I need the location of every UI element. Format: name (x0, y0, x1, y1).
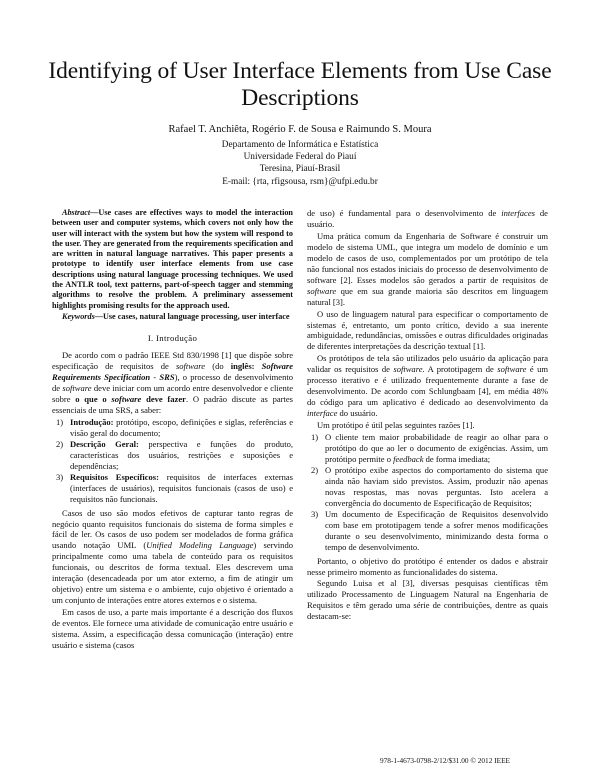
university: Universidade Federal do Piauí (243, 152, 357, 163)
affiliation (60, 139, 540, 188)
abstract-label: Abstract (62, 208, 91, 217)
right-paragraph-5: Um protótipo é útil pelas seguintes razões [1]. (317, 420, 475, 431)
abstract-text: —Use cases are effectives ways to model the interaction between user and computer systems, which covers not only how the user will interact with the system but how the system will respond to the user. They are generated from the requirements specification and are written in natural language narratives. This paper presents a prototype to identify user interface elements from use case descriptions using natural language processing techniques. We used the ANTLR tool, text patterns, part-of-speech tagger and stemming algorithms to resolve the problem. A preliminary assessement highlights promising results for the approach used. (52, 208, 293, 310)
prototype-reasons-list (307, 432, 548, 552)
keywords (52, 312, 293, 322)
list-item: 3) Um documento de Especificação de Requisitos desenvolvido com base em prototipagem tende a sofrer menos modificações durante o seu desenvolvimento, minimizando desta forma o tempo de desenvolvimento. (311, 508, 548, 552)
email: E-mail: {rta, rfigsousa, rsm}@ufpi.edu.br (222, 176, 378, 187)
right-paragraph-3: O uso de linguagem natural para especificar o comportamento de sistemas é, entretanto, um ponto crítico, devido a sua inerente ambiguidade, redundâncias, omissões e outras dificuldades originadas de diferentes interpretações da descrição textual [1]. (307, 308, 548, 352)
copyright-notice: 978-1-4673-0798-2/12/$31.00 © 2012 IEEE (380, 756, 510, 765)
intro-paragraph-3: Em casos de uso, a parte mais importante é a descrição dos fluxos de eventos. Ele fornece uma atividade de comunicação entre usuário e sistema. Assim, a especificação dessa comunicação (interação) entre usuário e sistema (casos (52, 607, 293, 650)
authors: Rafael T. Anchiêta, Rogério F. de Sousa e Raimundo S. Moura (168, 124, 432, 135)
right-paragraph-7: Segundo Luisa et al [3], diversas pesquisas científicas têm utilizado Processamento de Linguagem Natural na Engenharia de Requisitos e têm gerado uma série de contribuições, dentre as quais destacam-se: (307, 578, 548, 622)
right-column (307, 208, 548, 623)
list-item: 2) O protótipo exibe aspectos do comportamento do sistema que ainda não haviam sido previstos. Assim, produzir não apenas novas respostas, mas novas perguntas. Isto acelera a convergência do documento de Especificação de Requisitos; (311, 464, 548, 508)
department: Departamento de Informática e Estatística (221, 140, 379, 150)
list-item: 2) Descrição Geral: perspectiva e funções do produto, características dos usuários, restrições e suposições e dependências; (56, 438, 293, 471)
list-item: 1) Introdução: protótipo, escopo, definições e siglas, referências e visão geral do documento; (56, 416, 293, 438)
right-paragraph-1: de uso) é fundamental para o desenvolvimento de interfaces de usuário. (307, 208, 548, 229)
srs-parts-list (52, 417, 293, 505)
right-paragraph-6: Portanto, o objetivo do protótipo é entender os dados e abstrair nesse primeiro momento as funcionalidades do sistema. (307, 555, 548, 577)
keywords-text: —Use cases, natural language processing, user interface (94, 311, 290, 321)
list-item: 1) O cliente tem maior probabilidade de reagir ao olhar para o protótipo do que ao ler o documento de exigências. Assim, um protótipo permite o feedback de forma imediata; (311, 432, 548, 464)
paper-title: Identifying of User Interface Elements from Use Case Descriptions (48, 58, 552, 111)
right-paragraph-4: Os protótipos de tela são utilizados pelo usuário da aplicação para validar os requisitos de software. A prototipagem de software é um processo iterativo e é utilizado frequentemente durante a fase de desenvolvimento. De acordo com Schlungbaam [4], em média 48% do código para um aplicativo é dedicado ao desenvolvimento da interface do usuário. (307, 353, 548, 419)
right-paragraph-2: Uma prática comum da Engenharia de Software é construir um modelo de sistema UML, que integra um modelo de domínio e um modelo de casos de uso, complementados por um protótipo de tela não funcional nos estados iniciais do processo de desenvolvimento de software [2]. Esses modelos são gerados a partir de requisitos de software que em sua grande maioria são descritos em linguagem natural [3]. (307, 230, 548, 307)
intro-paragraph-1: De acordo com o padrão IEEE Std 830/1998 [1] que dispõe sobre especificação de requisitos de software (do inglês: Software Requirements Specification - SRS), o processo de desenvolvimento de software deve iniciar com um acordo entre desenvolvedor e cliente sobre o que o software deve fazer. O padrão discute as partes essenciais de uma SRS, a saber: (52, 350, 294, 415)
keywords-label: Keywords (62, 311, 95, 321)
abstract (52, 208, 293, 311)
city: Teresina, Piauí-Brasil (259, 164, 341, 175)
section-heading: I. Introdução (147, 333, 198, 344)
list-item: 3) Requisitos Específicos: requisitos de interfaces externas (interfaces de usuários), requisitos funcionais (casos de uso) e requisitos não funcionais. (56, 471, 293, 504)
left-column (52, 208, 293, 652)
intro-paragraph-2: Casos de uso são modos efetivos de capturar tanto regras de negócio quanto requisitos funcionais do sistema de forma simples e fácil de ler. Os casos de uso podem ser modelados de forma gráfica usando notação UML (Unified Modeling Language) servindo principalmente como uma tabela de conteúdo para os requisitos funcionais, ou descritos de forma textual. Eles descrevem uma interação (desencadeada por um ator externo, a fim de atingir um objetivo) entre um sistema e o ambiente, cujo objetivo é orientado a um conjunto de interações entre atores externos e o sistema. (52, 507, 293, 606)
